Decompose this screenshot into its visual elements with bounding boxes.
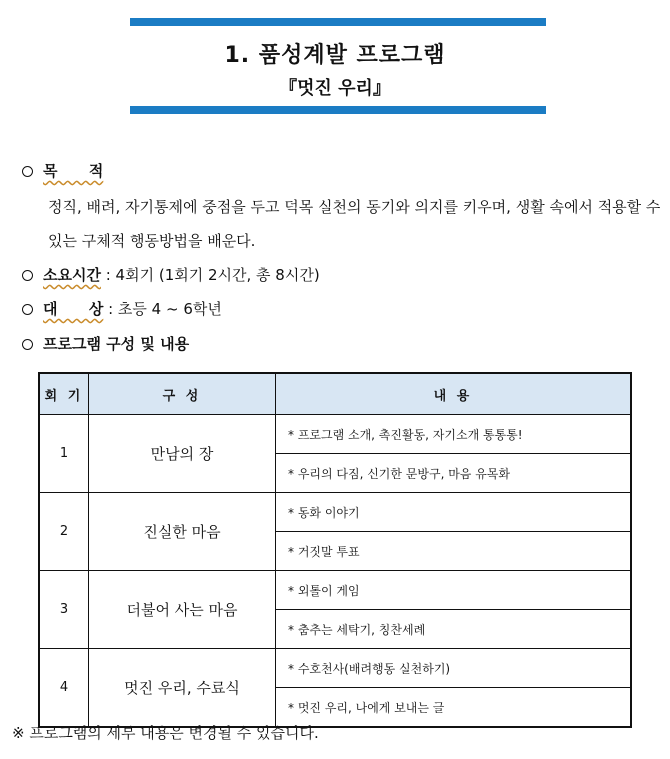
section-target [22, 298, 222, 319]
content-item: * 거짓말 투표 [276, 532, 632, 571]
session-title: 더불어 사는 마음 [89, 571, 276, 649]
section-label: 목 적 [43, 162, 104, 180]
section-label: 소요시간 [43, 266, 101, 284]
section-purpose [22, 160, 103, 181]
session-title: 진실한 마음 [89, 493, 276, 571]
table-row [39, 571, 631, 610]
title-bottom-rule [130, 106, 546, 114]
content-item: * 수호천사(배려행동 실천하기) [276, 649, 632, 688]
content-item: * 멋진 우리, 나에게 보내는 글 [276, 688, 632, 728]
title-top-rule [130, 18, 546, 26]
session-title: 만남의 장 [89, 415, 276, 493]
table-row [39, 649, 631, 688]
session-number: 2 [39, 493, 89, 571]
session-number: 4 [39, 649, 89, 728]
session-number: 1 [39, 415, 89, 493]
section-label: 대 상 [43, 300, 104, 318]
page-subtitle: 『멋진 우리』 [279, 78, 391, 99]
content-item: * 프로그램 소개, 촉진활동, 자기소개 통통통! [276, 415, 632, 454]
purpose-text: 정직, 배려, 자기통제에 중점을 두고 덕목 실천의 동기와 의지를 키우며, 생활 속에서 적용할 수 있는 구체적 행동방법을 배운다. [48, 198, 661, 250]
content-item: * 동화 이야기 [276, 493, 632, 532]
content-item: * 우리의 다짐, 신기한 문방구, 마음 유목화 [276, 454, 632, 493]
circle-bullet-icon [22, 166, 33, 177]
circle-bullet-icon [22, 304, 33, 315]
table-row [39, 415, 631, 454]
section-label: 프로그램 구성 및 내용 [43, 335, 190, 353]
session-title: 멋진 우리, 수료식 [89, 649, 276, 728]
table-header-row [39, 373, 631, 415]
header-session: 회 기 [39, 373, 89, 415]
footnote: ※ 프로그램의 세부 내용은 변경될 수 있습니다. [12, 724, 319, 742]
section-program [22, 333, 189, 354]
section-duration [22, 264, 320, 285]
circle-bullet-icon [22, 270, 33, 281]
header-content: 내 용 [276, 373, 632, 415]
session-number: 3 [39, 571, 89, 649]
circle-bullet-icon [22, 339, 33, 350]
table-row [39, 493, 631, 532]
content-item: * 춤추는 세탁기, 칭찬세례 [276, 610, 632, 649]
program-table [38, 372, 632, 728]
content-item: * 외톨이 게임 [276, 571, 632, 610]
header-composition: 구 성 [89, 373, 276, 415]
section-value: : 4회기 (1회기 2시간, 총 8시간) [100, 266, 320, 284]
section-value: : 초등 4 ~ 6학년 [103, 300, 222, 318]
page-title: 1. 품성계발 프로그램 [224, 43, 446, 68]
